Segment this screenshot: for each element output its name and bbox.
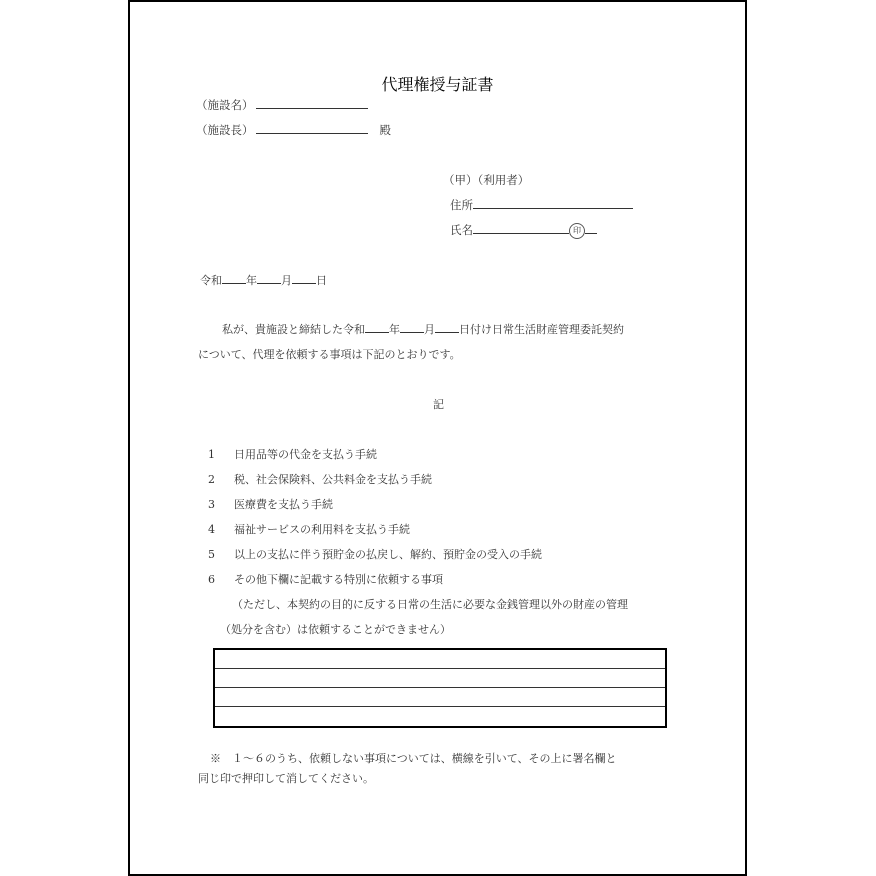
address-row [450,198,633,212]
item-text: 以上の支払に伴う預貯金の払戻し、解約、預貯金の受入の手続 [234,548,542,561]
item-number: 2 [208,473,215,486]
body-line-1 [222,322,624,337]
item-number: 6 [208,573,215,586]
item-text: 福祉サービスの利用料を支払う手続 [234,523,410,536]
facility-name-blank[interactable] [256,98,368,109]
date-month-unit: 月 [281,274,292,287]
body-day-blank[interactable] [435,322,459,333]
item-number: 3 [208,498,215,511]
date-day-unit: 日 [316,274,327,287]
list-item [208,498,333,512]
name-label: 氏名 [450,223,473,237]
list-item [208,523,410,537]
date-month-blank[interactable] [257,273,281,284]
body-year-unit: 年 [389,323,400,336]
item-text: 日用品等の代金を支払う手続 [234,448,377,461]
item-text: 医療費を支払う手続 [234,498,333,511]
box-rule [215,706,665,707]
party-label: （甲）（利用者） [443,173,530,187]
honorific-text: 殿 [379,123,391,137]
list-item [208,448,377,462]
footer-note-line-1: ※ １～６のうち、依頼しない事項については、横線を引いて、その上に署名欄と [210,752,617,765]
body-line1-prefix: 私が、貴施設と締結した令和 [222,323,365,336]
list-item [208,548,542,562]
list-item [208,573,443,587]
body-month-unit: 月 [424,323,435,336]
address-blank[interactable] [473,198,633,209]
seal-blank [585,223,597,234]
item-number: 1 [208,448,215,461]
facility-head-blank[interactable] [256,123,368,134]
date-day-blank[interactable] [292,273,316,284]
body-month-blank[interactable] [400,322,424,333]
body-line1-suffix: 日付け日常生活財産管理委託契約 [459,323,624,336]
body-line-2: について、代理を依頼する事項は下記のとおりです。 [198,348,461,361]
seal-mark: 印 [569,223,585,239]
date-row [200,273,327,288]
item-number: 5 [208,548,215,561]
date-year-blank[interactable] [222,273,246,284]
date-era: 令和 [200,274,222,287]
document-title: 代理権授与証書 [381,75,494,94]
document-page [128,0,747,876]
footer-note-line-2: 同じ印で押印して消してください。 [198,772,374,785]
box-rule [215,668,665,669]
facility-name-row [196,98,368,112]
address-label: 住所 [450,198,473,212]
facility-head-row [196,123,391,137]
note-line-1: （ただし、本契約の目的に反する日常の生活に必要な金銭管理以外の財産の管理 [232,598,628,611]
name-blank[interactable] [473,223,569,234]
facility-name-label: （施設名） [196,98,254,112]
date-year-unit: 年 [246,274,257,287]
name-row [450,223,597,239]
ki-heading: 記 [433,398,444,411]
item-text: その他下欄に記載する特別に依頼する事項 [234,573,443,586]
body-year-blank[interactable] [365,322,389,333]
special-request-box[interactable] [213,648,667,728]
note-line-2: （処分を含む）は依頼することができません） [220,623,451,636]
facility-head-label: （施設長） [196,123,254,137]
item-number: 4 [208,523,215,536]
item-text: 税、社会保険料、公共料金を支払う手続 [234,473,432,486]
box-rule [215,687,665,688]
list-item [208,473,432,487]
